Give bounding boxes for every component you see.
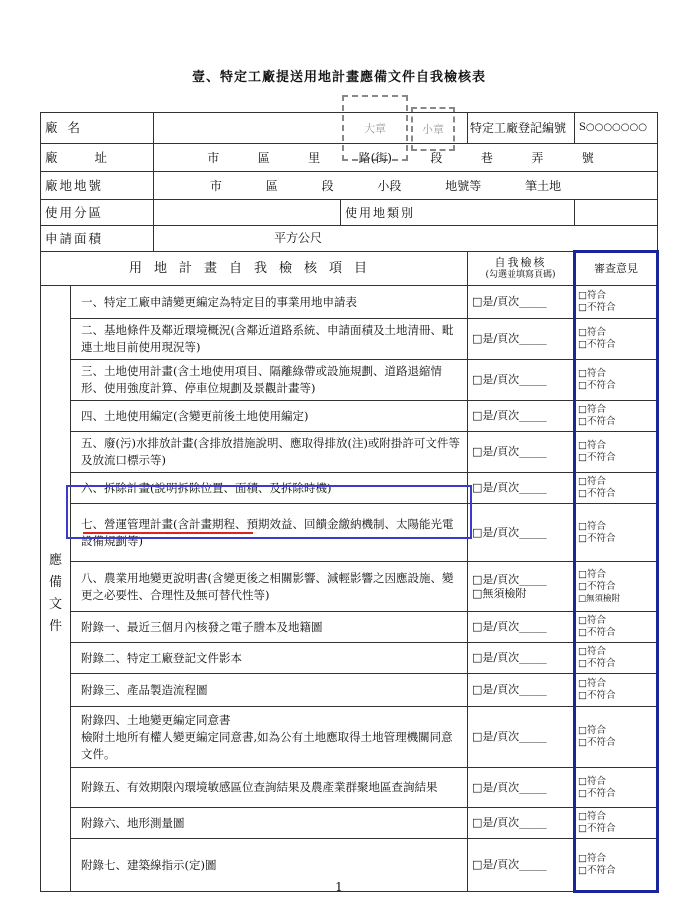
item-appendix-1: 附錄一、最近三個月內核發之電子謄本及地籍圖 bbox=[71, 612, 468, 643]
item-7: 七、營運管理計畫(含計畫期程、預期效益、回饋金繳納機制、太陽能光電設備規劃等) bbox=[71, 504, 468, 562]
item-1: 一、特定工廠申請變更編定為特定目的事業用地申請表 bbox=[71, 286, 468, 319]
self-check-7[interactable]: □是/頁次_____ bbox=[468, 504, 575, 562]
factory-name-label: 廠名 bbox=[41, 113, 154, 144]
area-value[interactable]: 平方公尺 bbox=[154, 226, 658, 252]
review-14[interactable]: □符合 □不符合 bbox=[575, 808, 658, 839]
highlight-box bbox=[66, 485, 472, 539]
self-check-2[interactable]: □是/頁次_____ bbox=[468, 319, 575, 360]
item-4: 四、土地使用編定(含變更前後土地使用編定) bbox=[71, 401, 468, 432]
address-value[interactable]: 市 區 里 路(街) 段 巷 弄 號 bbox=[154, 144, 658, 172]
red-underline bbox=[83, 532, 253, 534]
land-type-value[interactable] bbox=[575, 200, 658, 226]
self-check-13[interactable]: □是/頁次_____ bbox=[468, 768, 575, 808]
item-3: 三、土地使用計畫(含土地使用項目、隔離綠帶或設施規劃、道路退縮情形、使用強度計算、停車位規劃及景觀計畫等) bbox=[71, 360, 468, 401]
item-6: 六、拆除計畫(說明拆除位置、面積、及拆除時機) bbox=[71, 473, 468, 504]
self-check-14[interactable]: □是/頁次_____ bbox=[468, 808, 575, 839]
land-type-label: 使用地類別 bbox=[341, 200, 575, 226]
item-appendix-4: 附錄四、土地變更編定同意書 檢附土地所有權人變更編定同意書,如為公有土地應取得土地管理機關同意文件。 bbox=[71, 707, 468, 768]
self-check-11[interactable]: □是/頁次_____ bbox=[468, 674, 575, 707]
page-title: 壹、特定工廠提送用地計畫應備文件自我檢核表 bbox=[191, 70, 486, 85]
self-check-1[interactable]: □是/頁次_____ bbox=[468, 286, 575, 319]
items-header: 用地計畫自我檢核項目 bbox=[41, 252, 468, 286]
page-number: 1 bbox=[335, 880, 343, 894]
registration-value[interactable]: S○○○○○○○ bbox=[575, 113, 658, 144]
review-15[interactable]: □符合 □不符合 bbox=[575, 839, 658, 892]
review-7[interactable]: □符合 □不符合 bbox=[575, 504, 658, 562]
item-2: 二、基地條件及鄰近環境概況(含鄰近道路系統、申請面積及土地清冊、毗連土地目前使用現況等) bbox=[71, 319, 468, 360]
review-12[interactable]: □符合 □不符合 bbox=[575, 707, 658, 768]
self-check-8[interactable]: □是/頁次_____ □無須檢附 bbox=[468, 562, 575, 612]
self-check-3[interactable]: □是/頁次_____ bbox=[468, 360, 575, 401]
review-1[interactable]: □符合 □不符合 bbox=[575, 286, 658, 319]
registration-label: 特定工廠登記編號 bbox=[468, 113, 575, 144]
zone-value[interactable] bbox=[154, 200, 341, 226]
review-header: 審查意見 bbox=[575, 252, 658, 286]
self-check-15[interactable]: □是/頁次_____ bbox=[468, 839, 575, 892]
review-13[interactable]: □符合 □不符合 bbox=[575, 768, 658, 808]
item-8: 八、農業用地變更說明書(含變更後之相關影響、減輕影響之因應設施、變更之必要性、合理性及無可替代性等) bbox=[71, 562, 468, 612]
review-6[interactable]: □符合 □不符合 bbox=[575, 473, 658, 504]
address-label: 廠 址 bbox=[41, 144, 154, 172]
land-number-label: 廠地地號 bbox=[41, 172, 154, 200]
item-appendix-3: 附錄三、產品製造流程圖 bbox=[71, 674, 468, 707]
item-appendix-7: 附錄七、建築線指示(定)圖 bbox=[71, 839, 468, 892]
land-number-value[interactable]: 市 區 段 小段 地號等 筆土地 bbox=[154, 172, 658, 200]
self-check-10[interactable]: □是/頁次_____ bbox=[468, 643, 575, 674]
zone-label: 使用分區 bbox=[41, 200, 154, 226]
item-appendix-5: 附錄五、有效期限內環境敏感區位查詢結果及農產業群聚地區查詢結果 bbox=[71, 768, 468, 808]
item-appendix-6: 附錄六、地形測量圖 bbox=[71, 808, 468, 839]
self-check-4[interactable]: □是/頁次_____ bbox=[468, 401, 575, 432]
self-check-header: 自我檢核 (勾選並填寫頁碼) bbox=[468, 252, 575, 286]
area-label: 申請面積 bbox=[41, 226, 154, 252]
self-check-6[interactable]: □是/頁次_____ bbox=[468, 473, 575, 504]
section-label: 應備文件 bbox=[41, 286, 71, 892]
review-8[interactable]: □符合 □不符合 □無須檢附 bbox=[575, 562, 658, 612]
item-5: 五、廢(污)水排放計畫(含排放措施說明、應取得排放(注)或附掛許可文件等及放流口標示等) bbox=[71, 432, 468, 473]
review-10[interactable]: □符合 □不符合 bbox=[575, 643, 658, 674]
review-2[interactable]: □符合 □不符合 bbox=[575, 319, 658, 360]
self-check-5[interactable]: □是/頁次_____ bbox=[468, 432, 575, 473]
review-3[interactable]: □符合 □不符合 bbox=[575, 360, 658, 401]
big-seal-stamp: 大章 bbox=[342, 95, 408, 161]
self-check-9[interactable]: □是/頁次_____ bbox=[468, 612, 575, 643]
review-5[interactable]: □符合 □不符合 bbox=[575, 432, 658, 473]
review-11[interactable]: □符合 □不符合 bbox=[575, 674, 658, 707]
self-check-12[interactable]: □是/頁次_____ bbox=[468, 707, 575, 768]
item-appendix-2: 附錄二、特定工廠登記文件影本 bbox=[71, 643, 468, 674]
factory-name-value[interactable] bbox=[154, 113, 468, 144]
review-4[interactable]: □符合 □不符合 bbox=[575, 401, 658, 432]
review-9[interactable]: □符合 □不符合 bbox=[575, 612, 658, 643]
small-seal-stamp: 小章 bbox=[411, 107, 455, 151]
